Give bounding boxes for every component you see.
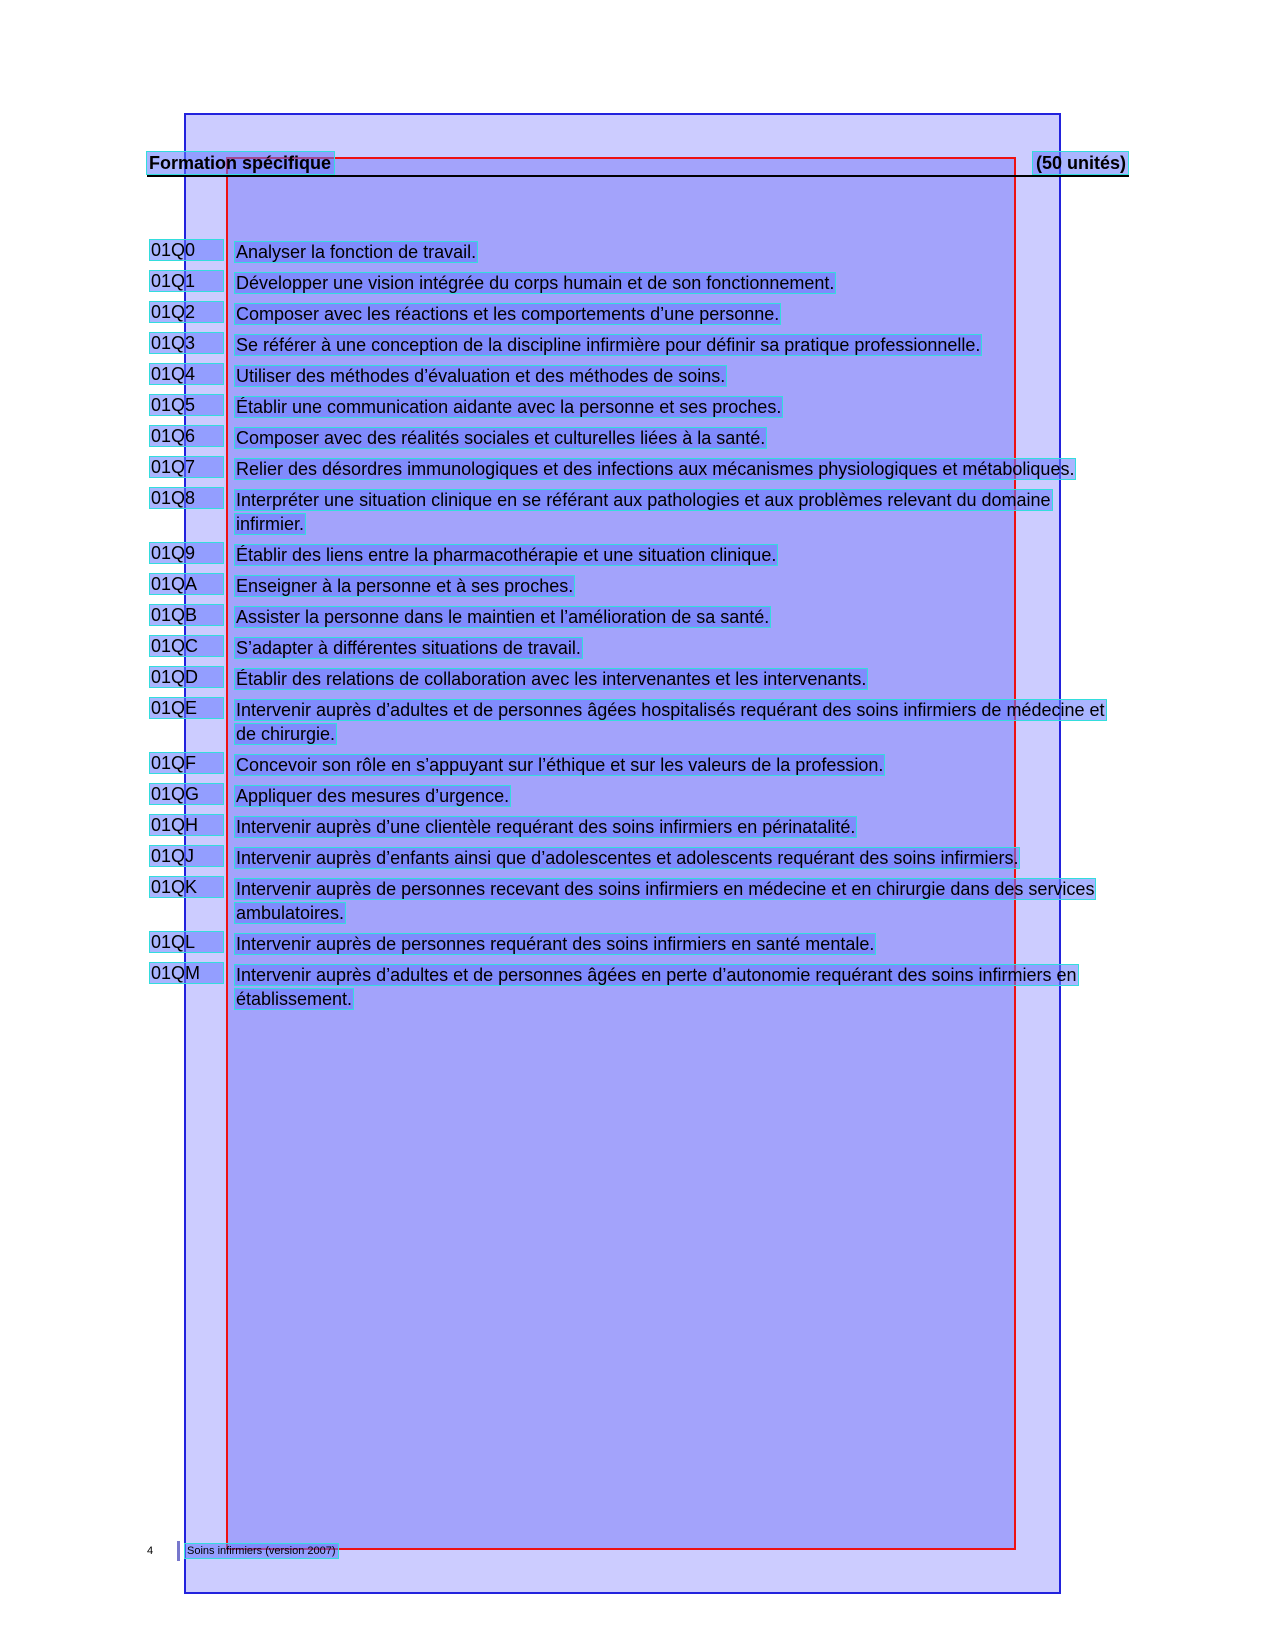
competency-row: [150, 488, 1132, 536]
competency-row: [150, 574, 1132, 598]
competency-row: [150, 395, 1132, 419]
competency-code: 01QA: [150, 574, 223, 594]
competency-code: 01QM: [150, 963, 223, 983]
competency-code: 01QE: [150, 698, 223, 718]
competency-code: 01QL: [150, 932, 223, 952]
competency-text: Assister la personne dans le maintien et l’amélioration de sa santé.: [236, 607, 770, 627]
competency-code: 01QC: [150, 636, 223, 656]
competency-row: [150, 698, 1132, 746]
competency-text: Intervenir auprès d’enfants ainsi que d’adolescentes et adolescents requérant des soins infirmiers.: [236, 848, 1019, 868]
competency-row: [150, 667, 1132, 691]
competency-text: Intervenir auprès d’adultes et de personnes âgées en perte d’autonomie requérant des soins infirmiers en établissement.: [236, 965, 1077, 1009]
competency-row: [150, 333, 1132, 357]
competency-code: 01QK: [150, 877, 223, 897]
competency-code: 01Q6: [150, 426, 223, 446]
competency-text: Composer avec les réactions et les comportements d’une personne.: [236, 304, 780, 324]
competency-row: [150, 426, 1132, 450]
competency-code: 01Q2: [150, 302, 223, 322]
competency-code: 01QF: [150, 753, 223, 773]
competency-row: [150, 815, 1132, 839]
section-units: (50 unités): [1033, 152, 1128, 174]
competency-text: Établir des liens entre la pharmacothérapie et une situation clinique.: [236, 545, 777, 565]
competency-text: Intervenir auprès de personnes requérant des soins infirmiers en santé mentale.: [236, 934, 875, 954]
competency-row: [150, 753, 1132, 777]
competency-text: S’adapter à différentes situations de travail.: [236, 638, 581, 658]
competency-code: 01QH: [150, 815, 223, 835]
section-header: [147, 152, 1128, 174]
competency-row: [150, 636, 1132, 660]
section-title: Formation spécifique: [147, 152, 334, 174]
competency-text: Utiliser des méthodes d’évaluation et des méthodes de soins.: [236, 366, 726, 386]
competency-text: Concevoir son rôle en s’appuyant sur l’éthique et sur les valeurs de la profession.: [236, 755, 884, 775]
competency-code: 01Q8: [150, 488, 223, 508]
competency-row: [150, 932, 1132, 956]
competency-row: [150, 877, 1132, 925]
competency-row: [150, 846, 1132, 870]
competency-row: [150, 457, 1132, 481]
competency-row: [150, 784, 1132, 808]
competency-code: 01QB: [150, 605, 223, 625]
competency-code: 01Q1: [150, 271, 223, 291]
competency-code: 01Q3: [150, 333, 223, 353]
competency-text: Analyser la fonction de travail.: [236, 242, 477, 262]
competency-text: Établir des relations de collaboration avec les intervenantes et les intervenants.: [236, 669, 867, 689]
competency-row: [150, 963, 1132, 1011]
competency-text: Établir une communication aidante avec la personne et ses proches.: [236, 397, 782, 417]
competency-code: 01Q7: [150, 457, 223, 477]
competency-list: [150, 240, 1132, 1018]
competency-code: 01Q0: [150, 240, 223, 260]
competency-code: 01Q9: [150, 543, 223, 563]
competency-code: 01QJ: [150, 846, 223, 866]
competency-text: Se référer à une conception de la discipline infirmière pour définir sa pratique professionnelle.: [236, 335, 981, 355]
competency-text: Interpréter une situation clinique en se référant aux pathologies et aux problèmes relevant du domaine infirmier.: [236, 490, 1051, 534]
competency-text: Intervenir auprès d’une clientèle requérant des soins infirmiers en périnatalité.: [236, 817, 856, 837]
competency-code: 01QG: [150, 784, 223, 804]
competency-text: Enseigner à la personne et à ses proches.: [236, 576, 574, 596]
header-divider: [147, 175, 1129, 177]
competency-row: [150, 240, 1132, 264]
competency-code: 01QD: [150, 667, 223, 687]
competency-text: Relier des désordres immunologiques et des infections aux mécanismes physiologiques et métaboliques.: [236, 459, 1075, 479]
competency-row: [150, 271, 1132, 295]
competency-row: [150, 302, 1132, 326]
footer-document-title: Soins infirmiers (version 2007): [187, 1545, 336, 1557]
footer-divider: [177, 1541, 180, 1561]
competency-code: 01Q5: [150, 395, 223, 415]
competency-text: Intervenir auprès de personnes recevant des soins infirmiers en médecine et en chirurgie dans des services ambulatoires.: [236, 879, 1095, 923]
competency-text: Appliquer des mesures d’urgence.: [236, 786, 510, 806]
competency-row: [150, 543, 1132, 567]
competency-code: 01Q4: [150, 364, 223, 384]
competency-text: Développer une vision intégrée du corps humain et de son fonctionnement.: [236, 273, 835, 293]
competency-text: Composer avec des réalités sociales et culturelles liées à la santé.: [236, 428, 766, 448]
page-number: 4: [147, 1545, 154, 1557]
competency-text: Intervenir auprès d’adultes et de personnes âgées hospitalisés requérant des soins infirmiers de médecine et de chirurgie.: [236, 700, 1105, 744]
competency-row: [150, 364, 1132, 388]
competency-row: [150, 605, 1132, 629]
